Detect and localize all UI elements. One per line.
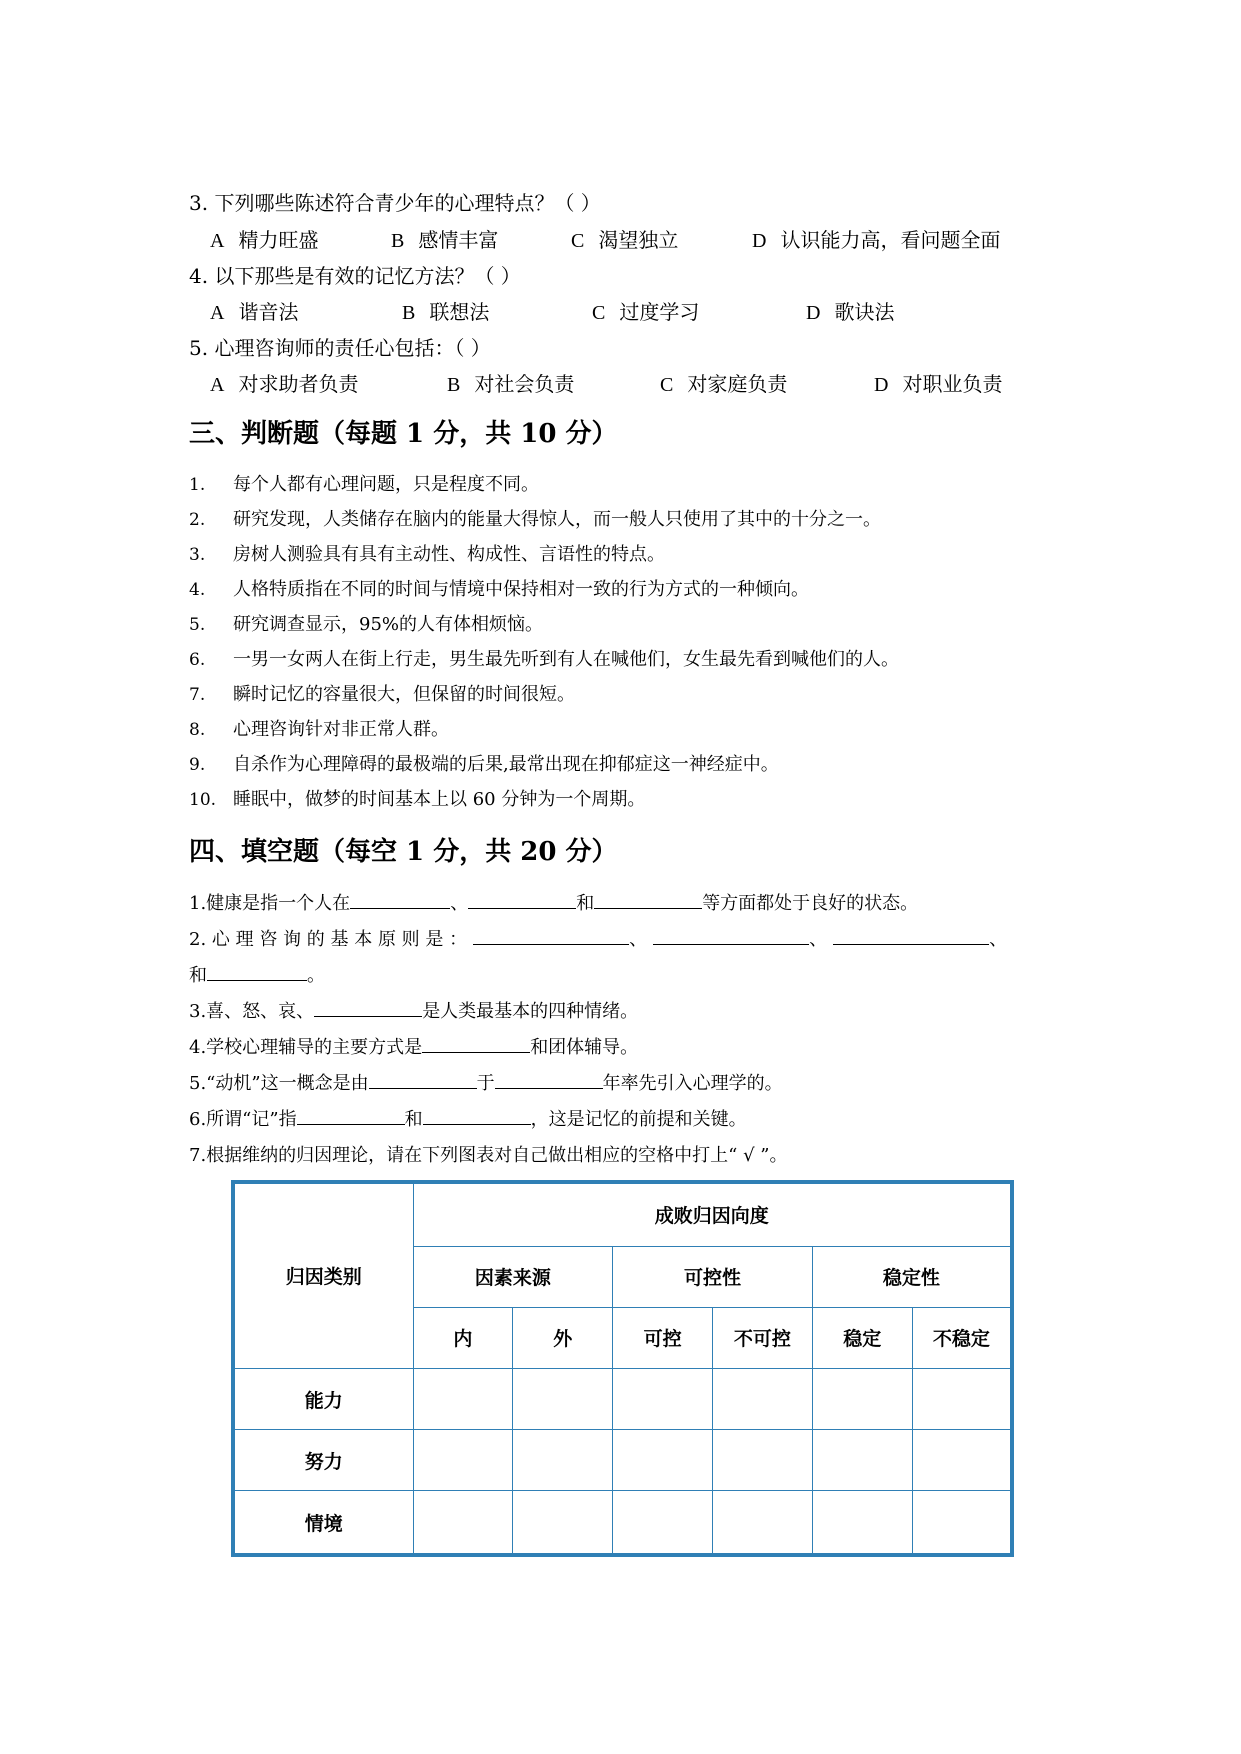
check-cell[interactable] [712,1368,812,1429]
judgment-text: 研究发现，人类储存在脑内的能量大得惊人，而一般人只使用了其中的十分之一。 [233,509,881,530]
check-cell[interactable] [513,1368,613,1429]
mc3-option-c: C 渴望独立 [571,228,679,252]
mc5-stem: 5. 心理咨询师的责任心包括：（ ） [189,336,491,360]
check-cell[interactable] [613,1491,713,1555]
check-cell[interactable] [812,1491,912,1555]
answer-blank[interactable] [207,962,307,981]
group-header-cell: 可控性 [613,1246,813,1307]
judgment-num: 1. [189,475,206,495]
judgment-text: 心理咨询针对非正常人群。 [233,719,449,740]
row-label-cell: 能力 [233,1368,413,1429]
check-cell[interactable] [912,1491,1012,1555]
group-header-cell: 因素来源 [413,1246,613,1307]
check-cell[interactable] [613,1430,713,1491]
fill-question-4: 4.学校心理辅导的主要方式是 和团体辅导。 [189,1033,638,1063]
check-cell[interactable] [812,1430,912,1491]
table-row [233,1368,1012,1429]
fill-question-2: 2. 心 理 咨 询 的 基 本 原 则 是 ： 、 、 、 [189,925,1007,955]
sub-header-cell: 外 [513,1307,613,1368]
answer-blank[interactable] [653,926,809,945]
section4-title: 四、填空题（每空 1 分，共 20 分） [189,837,618,867]
answer-blank[interactable] [423,1106,531,1125]
fill-question-2-cont: 和 。 [189,961,325,991]
judgment-num: 8. [189,720,206,740]
fill-question-5: 5.“动机”这一概念是由 于 年率先引入心理学的。 [189,1069,783,1099]
judgment-num: 4. [189,580,206,600]
row-label-cell: 努力 [233,1430,413,1491]
judgment-text: 人格特质指在不同的时间与情境中保持相对一致的行为方式的一种倾向。 [233,579,809,600]
mc4-option-b: B 联想法 [402,300,490,324]
judgment-num: 5. [189,615,206,635]
row-label-cell: 情境 [233,1491,413,1555]
mc5-option-c: C 对家庭负责 [660,372,788,396]
judgment-text: 瞬时记忆的容量很大，但保留的时间很短。 [233,684,575,705]
judgment-num: 3. [189,545,206,565]
judgment-num: 10. [189,790,217,810]
fill-question-7: 7.根据维纳的归因理论，请在下列图表对自己做出相应的空格中打上“ √ ”。 [189,1145,788,1166]
check-cell[interactable] [413,1368,513,1429]
check-cell[interactable] [712,1491,812,1555]
judgment-text: 睡眠中，做梦的时间基本上以 60 分钟为一个周期。 [233,789,646,810]
check-cell[interactable] [613,1368,713,1429]
group-header-cell: 稳定性 [812,1246,1012,1307]
mc3-option-d: D 认识能力高，看问题全面 [752,228,1001,252]
check-cell[interactable] [413,1430,513,1491]
answer-blank[interactable] [314,998,422,1017]
table-row [233,1430,1012,1491]
sub-header-cell: 不稳定 [912,1307,1012,1368]
sub-header-cell: 稳定 [812,1307,912,1368]
top-header-cell: 成败归因向度 [413,1182,1012,1246]
judgment-num: 6. [189,650,206,670]
mc4-option-c: C 过度学习 [592,300,700,324]
fill-question-3: 3.喜、怒、哀、 是人类最基本的四种情绪。 [189,997,638,1027]
answer-blank[interactable] [369,1070,477,1089]
mc4-option-d: D 歌诀法 [806,300,895,324]
judgment-num: 9. [189,755,206,775]
answer-blank[interactable] [422,1034,530,1053]
judgment-text: 每个人都有心理问题，只是程度不同。 [233,474,539,495]
answer-blank[interactable] [468,890,576,909]
mc3-option-b: B 感情丰富 [391,228,499,252]
answer-blank[interactable] [833,926,989,945]
judgment-text: 自杀作为心理障碍的最极端的后果,最常出现在抑郁症这一神经症中。 [233,754,779,775]
check-cell[interactable] [912,1430,1012,1491]
mc5-option-a: A 对求助者负责 [210,372,359,396]
check-cell[interactable] [812,1368,912,1429]
judgment-text: 研究调查显示，95%的人有体相烦恼。 [233,614,544,635]
check-cell[interactable] [513,1430,613,1491]
mc3-stem: 3. 下列哪些陈述符合青少年的心理特点？（ ） [189,191,601,215]
answer-blank[interactable] [473,926,629,945]
fill-question-6: 6.所谓“记”指 和 ，这是记忆的前提和关键。 [189,1105,747,1135]
mc4-option-a: A 谐音法 [210,300,299,324]
check-cell[interactable] [413,1491,513,1555]
sub-header-cell: 内 [413,1307,513,1368]
mc4-stem: 4. 以下那些是有效的记忆方法？（ ） [189,264,521,288]
judgment-num: 7. [189,685,206,705]
table-row [233,1491,1012,1555]
attribution-table [231,1180,1014,1557]
mc3-option-a: A 精力旺盛 [210,228,319,252]
row-header-cell: 归因类别 [233,1182,413,1368]
judgment-num: 2. [189,510,206,530]
mc5-option-d: D 对职业负责 [874,372,1003,396]
check-cell[interactable] [513,1491,613,1555]
section3-title: 三、判断题（每题 1 分，共 10 分） [189,419,618,449]
judgment-text: 房树人测验具有具有主动性、构成性、言语性的特点。 [233,544,665,565]
answer-blank[interactable] [297,1106,405,1125]
judgment-text: 一男一女两人在街上行走，男生最先听到有人在喊他们，女生最先看到喊他们的人。 [233,649,899,670]
fill-question-1: 1.健康是指一个人在 、 和 等方面都处于良好的状态。 [189,889,918,919]
answer-blank[interactable] [495,1070,603,1089]
check-cell[interactable] [912,1368,1012,1429]
check-cell[interactable] [712,1430,812,1491]
sub-header-cell: 不可控 [712,1307,812,1368]
mc5-option-b: B 对社会负责 [447,372,575,396]
answer-blank[interactable] [594,890,702,909]
sub-header-cell: 可控 [613,1307,713,1368]
answer-blank[interactable] [350,890,450,909]
